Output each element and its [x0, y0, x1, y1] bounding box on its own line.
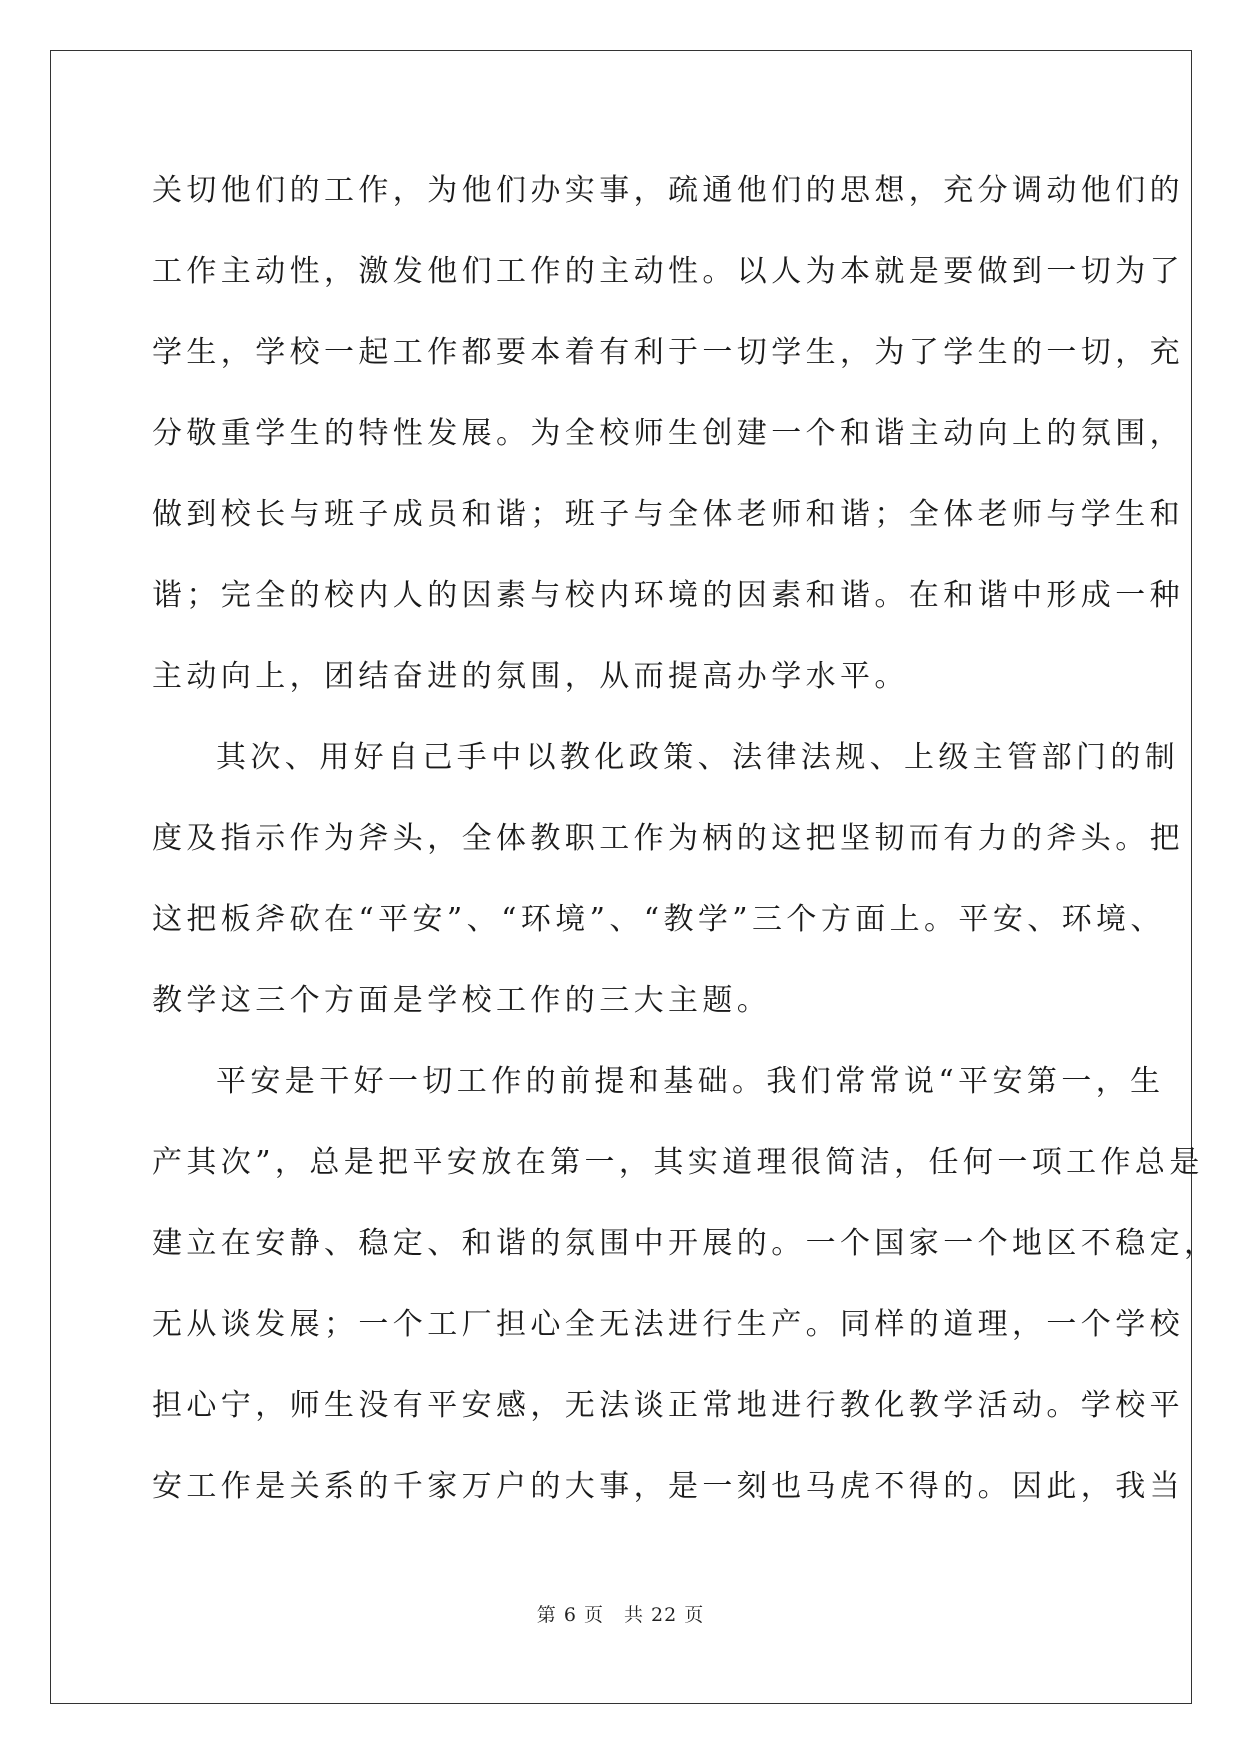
text-line: 担心宁，师生没有平安感，无法谈正常地进行教化教学活动。学校平	[152, 1388, 1184, 1423]
text-line: 教学这三个方面是学校工作的三大主题。	[152, 983, 772, 1018]
text-line: 做到校长与班子成员和谐；班子与全体老师和谐；全体老师与学生和	[152, 497, 1184, 532]
text-line: 其次、用好自己手中以教化政策、法律法规、上级主管部门的制	[216, 740, 1180, 775]
text-line: 无从谈发展；一个工厂担心全无法进行生产。同样的道理，一个学校	[152, 1307, 1184, 1342]
text-line: 产其次”，总是把平安放在第一，其实道理很简洁，任何一项工作总是	[152, 1145, 1204, 1180]
text-line: 工作主动性，激发他们工作的主动性。以人为本就是要做到一切为了	[152, 254, 1184, 289]
text-line: 度及指示作为斧头，全体教职工作为柄的这把坚韧而有力的斧头。把	[152, 821, 1184, 856]
text-line: 建立在安静、稳定、和谐的氛围中开展的。一个国家一个地区不稳定，	[152, 1226, 1219, 1261]
text-line: 分敬重学生的特性发展。为全校师生创建一个和谐主动向上的氛围，	[152, 416, 1184, 451]
document-body	[152, 158, 1219, 1535]
text-line: 谐；完全的校内人的因素与校内环境的因素和谐。在和谐中形成一种	[152, 578, 1184, 613]
text-line: 安工作是关系的千家万户的大事，是一刻也马虎不得的。因此，我当	[152, 1469, 1184, 1504]
text-line: 学生，学校一起工作都要本着有利于一切学生，为了学生的一切，充	[152, 335, 1184, 370]
text-line: 关切他们的工作，为他们办实事，疏通他们的思想，充分调动他们的	[152, 173, 1184, 208]
text-line: 主动向上，团结奋进的氛围，从而提高办学水平。	[152, 659, 909, 694]
text-line: 平安是干好一切工作的前提和基础。我们常常说“平安第一，生	[216, 1064, 1165, 1099]
page-number-footer: 第 6 页 共 22 页	[536, 1604, 705, 1626]
text-line: 这把板斧砍在“平安”、“环境”、“教学”三个方面上。平安、环境、	[152, 902, 1165, 937]
